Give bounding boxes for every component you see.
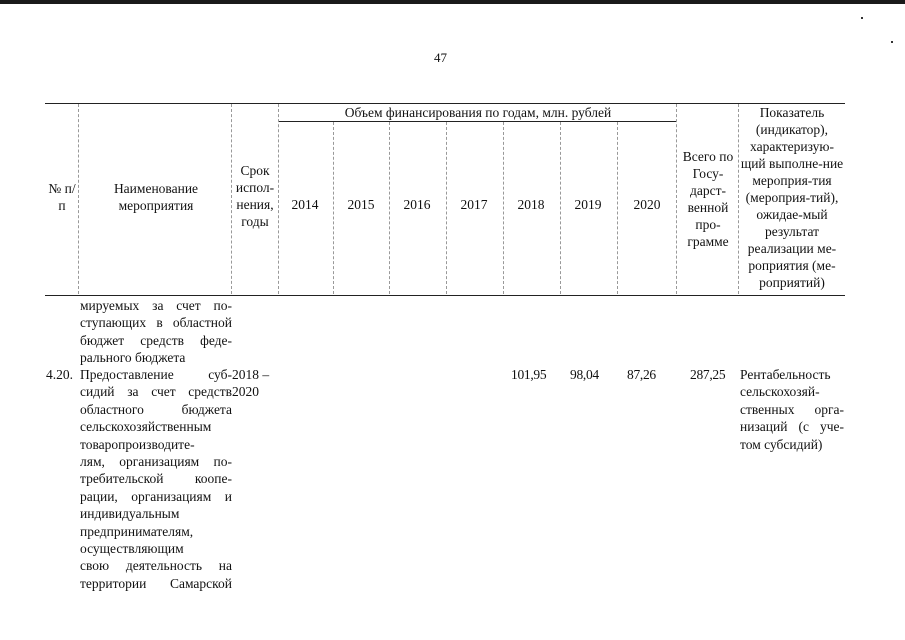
text-line: свою деятельность на [80, 558, 232, 574]
text-line: предпринимателям, [80, 523, 194, 539]
text-line: товаропроизводите- [80, 436, 195, 452]
page-number: 47 [434, 50, 447, 65]
header-year-2016: 2016 [403, 197, 431, 212]
header-year-2020: 2020 [633, 197, 661, 212]
text-line: ступающих в областной [80, 315, 232, 331]
value-2019: 98,04 [570, 367, 599, 382]
column-divider [676, 104, 677, 294]
header-bottom-rule [45, 295, 845, 296]
column-divider [78, 104, 79, 294]
header-year-2015: 2015 [347, 197, 375, 212]
header-year-2018: 2018 [517, 197, 545, 212]
text-line: сидий за счет средств [80, 384, 232, 400]
value-2020: 87,26 [627, 367, 656, 382]
column-divider [278, 104, 279, 294]
header-funding-group: Объем финансирования по годам, млн. рублей [344, 105, 612, 120]
header-year-2017: 2017 [460, 197, 488, 212]
value-total: 287,25 [690, 367, 726, 382]
header-number: № п/п [48, 181, 76, 213]
column-divider [560, 122, 561, 294]
text-line: низаций (с уче- [740, 419, 844, 435]
row-term [232, 366, 269, 401]
text-line: сельскохозяйственным [80, 419, 212, 435]
header-year-2019: 2019 [574, 197, 602, 212]
header-year-2014: 2014 [291, 197, 319, 212]
header-total: Всего по Госу-дарст-венной про-грамме [682, 149, 734, 249]
row-name [80, 366, 232, 592]
header-name: Наименование мероприятия [113, 181, 199, 213]
text-line: бюджет средств феде- [80, 332, 232, 348]
text-line: 2018 – [232, 367, 270, 382]
column-divider [738, 104, 739, 294]
header-term: Срок испол-нения, годы [235, 163, 275, 229]
header-indicator: Показатель (индикатор), характеризую-щий выполне-ние мероприя-тия (мероприя-тий), ожидае-мый результат реализации ме-роприятия (ме-роприятий) [740, 105, 844, 290]
scan-speck [891, 41, 893, 43]
text-line: лям, организациям по- [80, 454, 232, 470]
text-line: требительской коопе- [80, 471, 232, 487]
text-line: территории Самарской [80, 575, 232, 591]
row-indicator [740, 366, 844, 453]
text-line: 2020 [232, 384, 259, 400]
column-divider [617, 122, 618, 294]
text-line: том субсидий) [740, 436, 823, 452]
text-line: Предоставление суб- [80, 367, 232, 382]
column-divider [446, 122, 447, 294]
previous-row-continuation [80, 297, 232, 367]
column-divider [333, 122, 334, 294]
text-line: индивидуальным [80, 506, 180, 522]
text-line: мируемых за счет по- [80, 298, 232, 313]
text-line: ственных орга- [740, 401, 844, 417]
text-line: Рентабельность [740, 367, 831, 382]
text-line: сельскохозяй- [740, 384, 820, 400]
row-number: 4.20. [46, 367, 73, 382]
text-line: рации, организациям и [80, 488, 232, 504]
scan-top-border [0, 0, 905, 4]
value-2018: 101,95 [511, 367, 547, 382]
text-line: областного бюджета [80, 401, 232, 417]
column-divider [503, 122, 504, 294]
scan-speck [861, 17, 863, 19]
text-line: осуществляющим [80, 541, 184, 557]
column-divider [389, 122, 390, 294]
text-line: рального бюджета [80, 350, 186, 366]
